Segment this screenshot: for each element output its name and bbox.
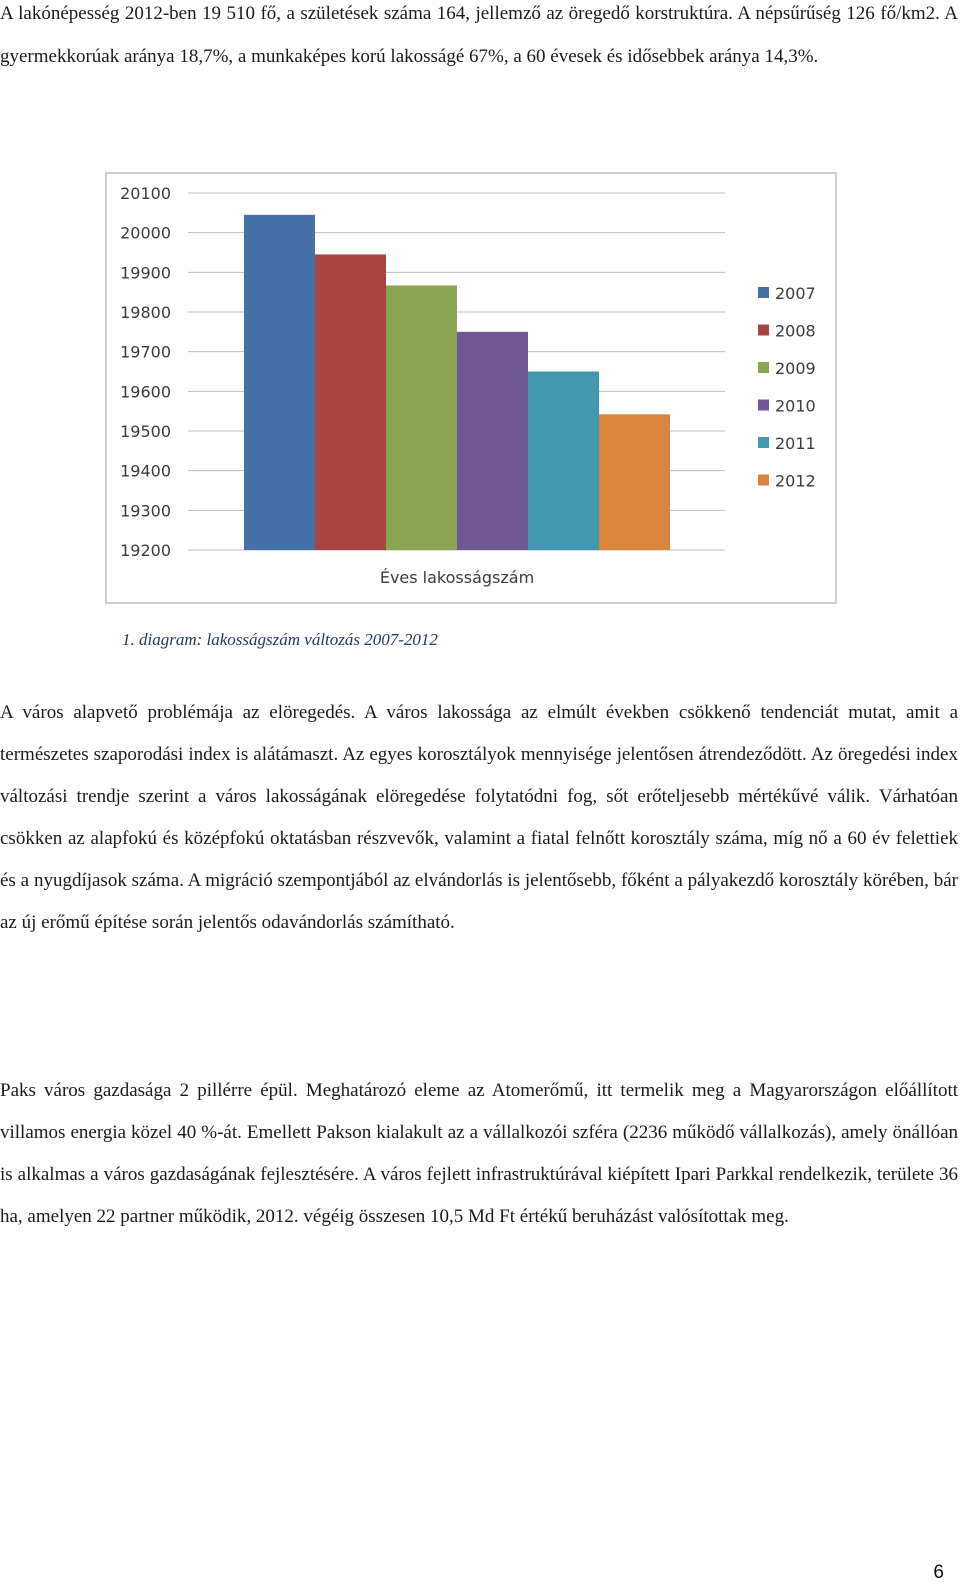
y-tick-label: 19400 (120, 461, 171, 481)
legend-swatch-2007 (758, 287, 769, 298)
bar-2009 (386, 285, 457, 550)
economy-paragraph: Paks város gazdasága 2 pillérre épül. Meghatározó eleme az Atomerőmű, itt termelik meg a Magyarországon előállított villamos energia közel 40 %-át. Emellett Pakson kialakult az a vállalkozói szféra (2236 működő vállalkozás), amely önállóan is alkalmas a város gazdaságának fejlesztésére. A város fejlett infrastruktúrával kiépített Ipari Parkkal rendelkezik, területe 36 ha, amelyen 22 partner működik, 2012. végéig összesen 10,5 Md Ft értékű beruházást valósítottak meg. (0, 1080, 958, 1227)
y-tick-label: 20100 (120, 184, 171, 203)
legend-swatch-2011 (758, 437, 769, 448)
chart-x-axis-label: Éves lakosságszám (379, 568, 535, 587)
bar-2007 (244, 215, 315, 550)
chart-svg (105, 172, 851, 614)
y-tick-label: 19900 (120, 263, 171, 283)
y-tick-label: 19300 (120, 501, 171, 521)
y-tick-label: 19500 (120, 422, 171, 441)
legend-label-2008: 2008 (775, 321, 816, 341)
legend-label-2012: 2012 (775, 471, 816, 491)
page-number: 6 (933, 1562, 944, 1583)
y-tick-label: 19800 (120, 303, 171, 322)
intro-paragraph: A lakónépesség 2012-ben 19 510 fő, a születések száma 164, jellemző az öregedő korstruktúra. A népsűrűség 126 fő/km2. A gyermekkorúak aránya 18,7%, a munkaképes korú lakosságé 67%, a 60 évesek és idősebbek aránya 14,3%. (0, 3, 958, 67)
legend-label-2011: 2011 (775, 434, 816, 453)
y-tick-label: 19200 (120, 541, 171, 560)
y-tick-label: 19600 (120, 382, 171, 402)
bar-2011 (528, 372, 599, 551)
legend-swatch-2008 (758, 325, 769, 336)
legend-label-2007: 2007 (775, 284, 816, 303)
bar-2010 (457, 332, 528, 550)
legend-label-2010: 2010 (775, 396, 816, 416)
problem-paragraph: A város alapvető problémája az elöregedés. A város lakossága az elmúlt években csökkenő tendenciát mutat, amit a természetes szaporodási index is alátámaszt. Az egyes korosztályok mennyisége jelentősen átrendeződött. Az öregedési index változási trendje szerint a város lakosságának elöregedése folytatódni fog, sőt erőteljesebb mértékűvé válik. Várhatóan csökken az alapfokú és középfokú oktatásban részvevők, valamint a fiatal felnőtt korosztály száma, míg nő a 60 év felettiek és a nyugdíjasok száma. A migráció szempontjából az elvándorlás is jelentősebb, főként a pályakezdő korosztály körében, bár az új erőmű építése során jelentős odavándorlás számítható. (0, 702, 958, 933)
y-tick-label: 20000 (120, 223, 171, 243)
bar-2008 (315, 254, 386, 550)
y-tick-label: 19700 (120, 342, 171, 362)
legend-label-2009: 2009 (775, 359, 816, 378)
bar-2012 (599, 414, 670, 550)
legend-swatch-2009 (758, 362, 769, 373)
chart-caption: 1. diagram: lakosságszám változás 2007-2012 (122, 630, 438, 649)
legend-swatch-2010 (758, 400, 769, 411)
legend-swatch-2012 (758, 475, 769, 486)
population-bar-chart (105, 172, 851, 614)
